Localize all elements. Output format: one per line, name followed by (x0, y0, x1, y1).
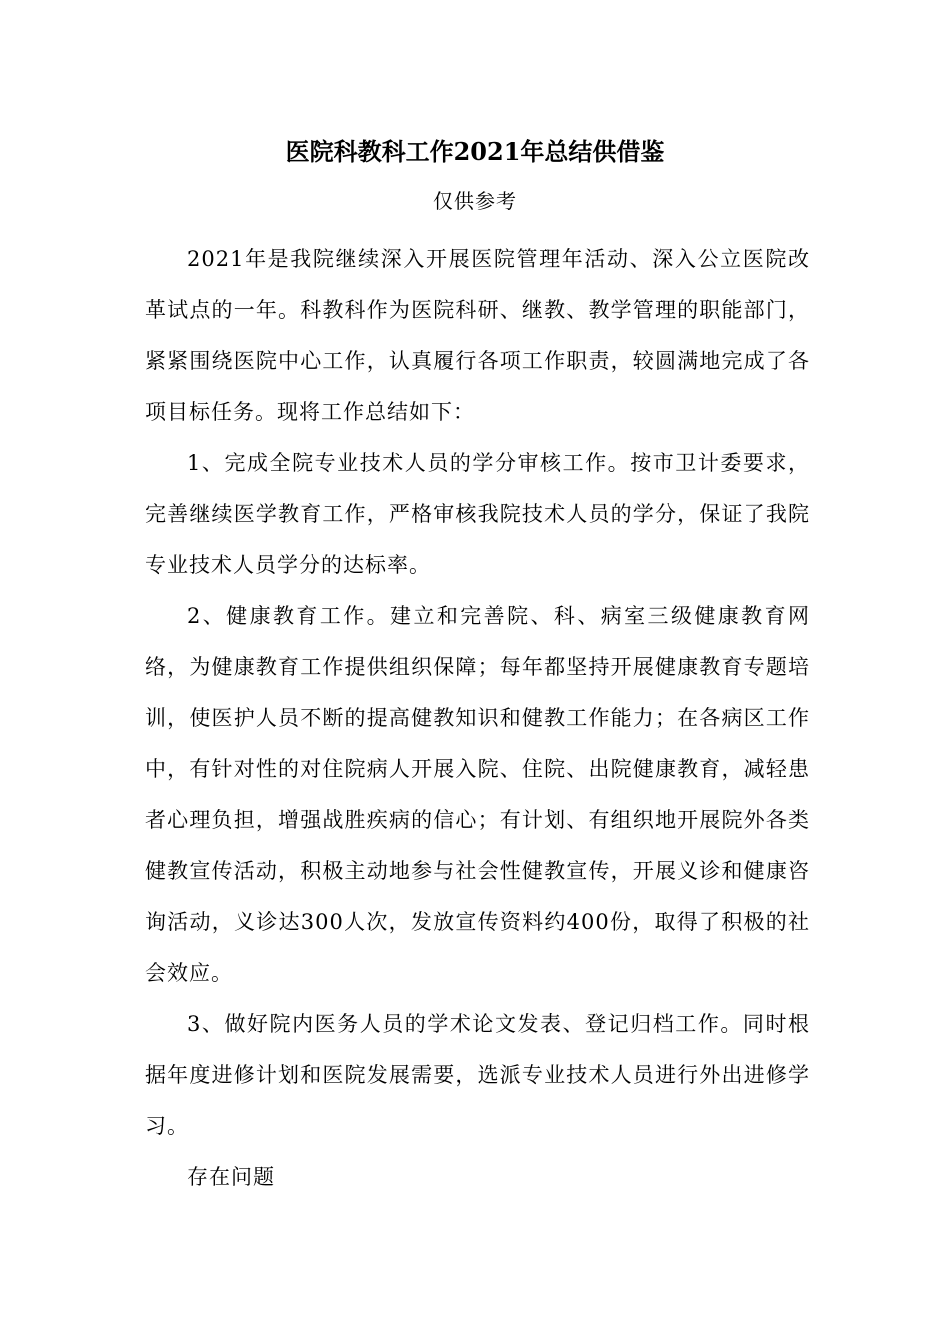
paragraph-item-2: 2、健康教育工作。建立和完善院、科、病室三级健康教育网络，为健康教育工作提供组织保障；每年都坚持开展健康教育专题培训，使医护人员不断的提高健教知识和健教工作能力；在各病区工作中，有针对性的对住院病人开展入院、住院、出院健康教育，减轻患者心理负担，增强战胜疾病的信心；有计划、有组织地开展院外各类健教宣传活动，积极主动地参与社会性健教宣传，开展义诊和健康咨询活动，义诊达300人次，发放宣传资料约400份，取得了积极的社会效应。 (145, 604, 810, 985)
paragraph-item-1: 1、完成全院专业技术人员的学分审核工作。按市卫计委要求，完善继续医学教育工作，严格审核我院技术人员的学分，保证了我院专业技术人员学分的达标率。 (145, 451, 810, 577)
document-body (145, 234, 810, 1203)
paragraph-intro: 2021年是我院继续深入开展医院管理年活动、深入公立医院改革试点的一年。科教科作为医院科研、继教、教学管理的职能部门，紧紧围绕医院中心工作，认真履行各项工作职责，较圆满地完成了各项目标任务。现将工作总结如下： (145, 247, 810, 424)
document-title: 医院科教科工作2021年总结供借鉴 (285, 137, 665, 166)
section-heading-issues: 存在问题 (187, 1165, 275, 1189)
paragraph-item-3: 3、做好院内医务人员的学术论文发表、登记归档工作。同时根据年度进修计划和医院发展需要，选派专业技术人员进行外出进修学习。 (145, 1012, 810, 1138)
document-subtitle: 仅供参考 (433, 189, 517, 213)
